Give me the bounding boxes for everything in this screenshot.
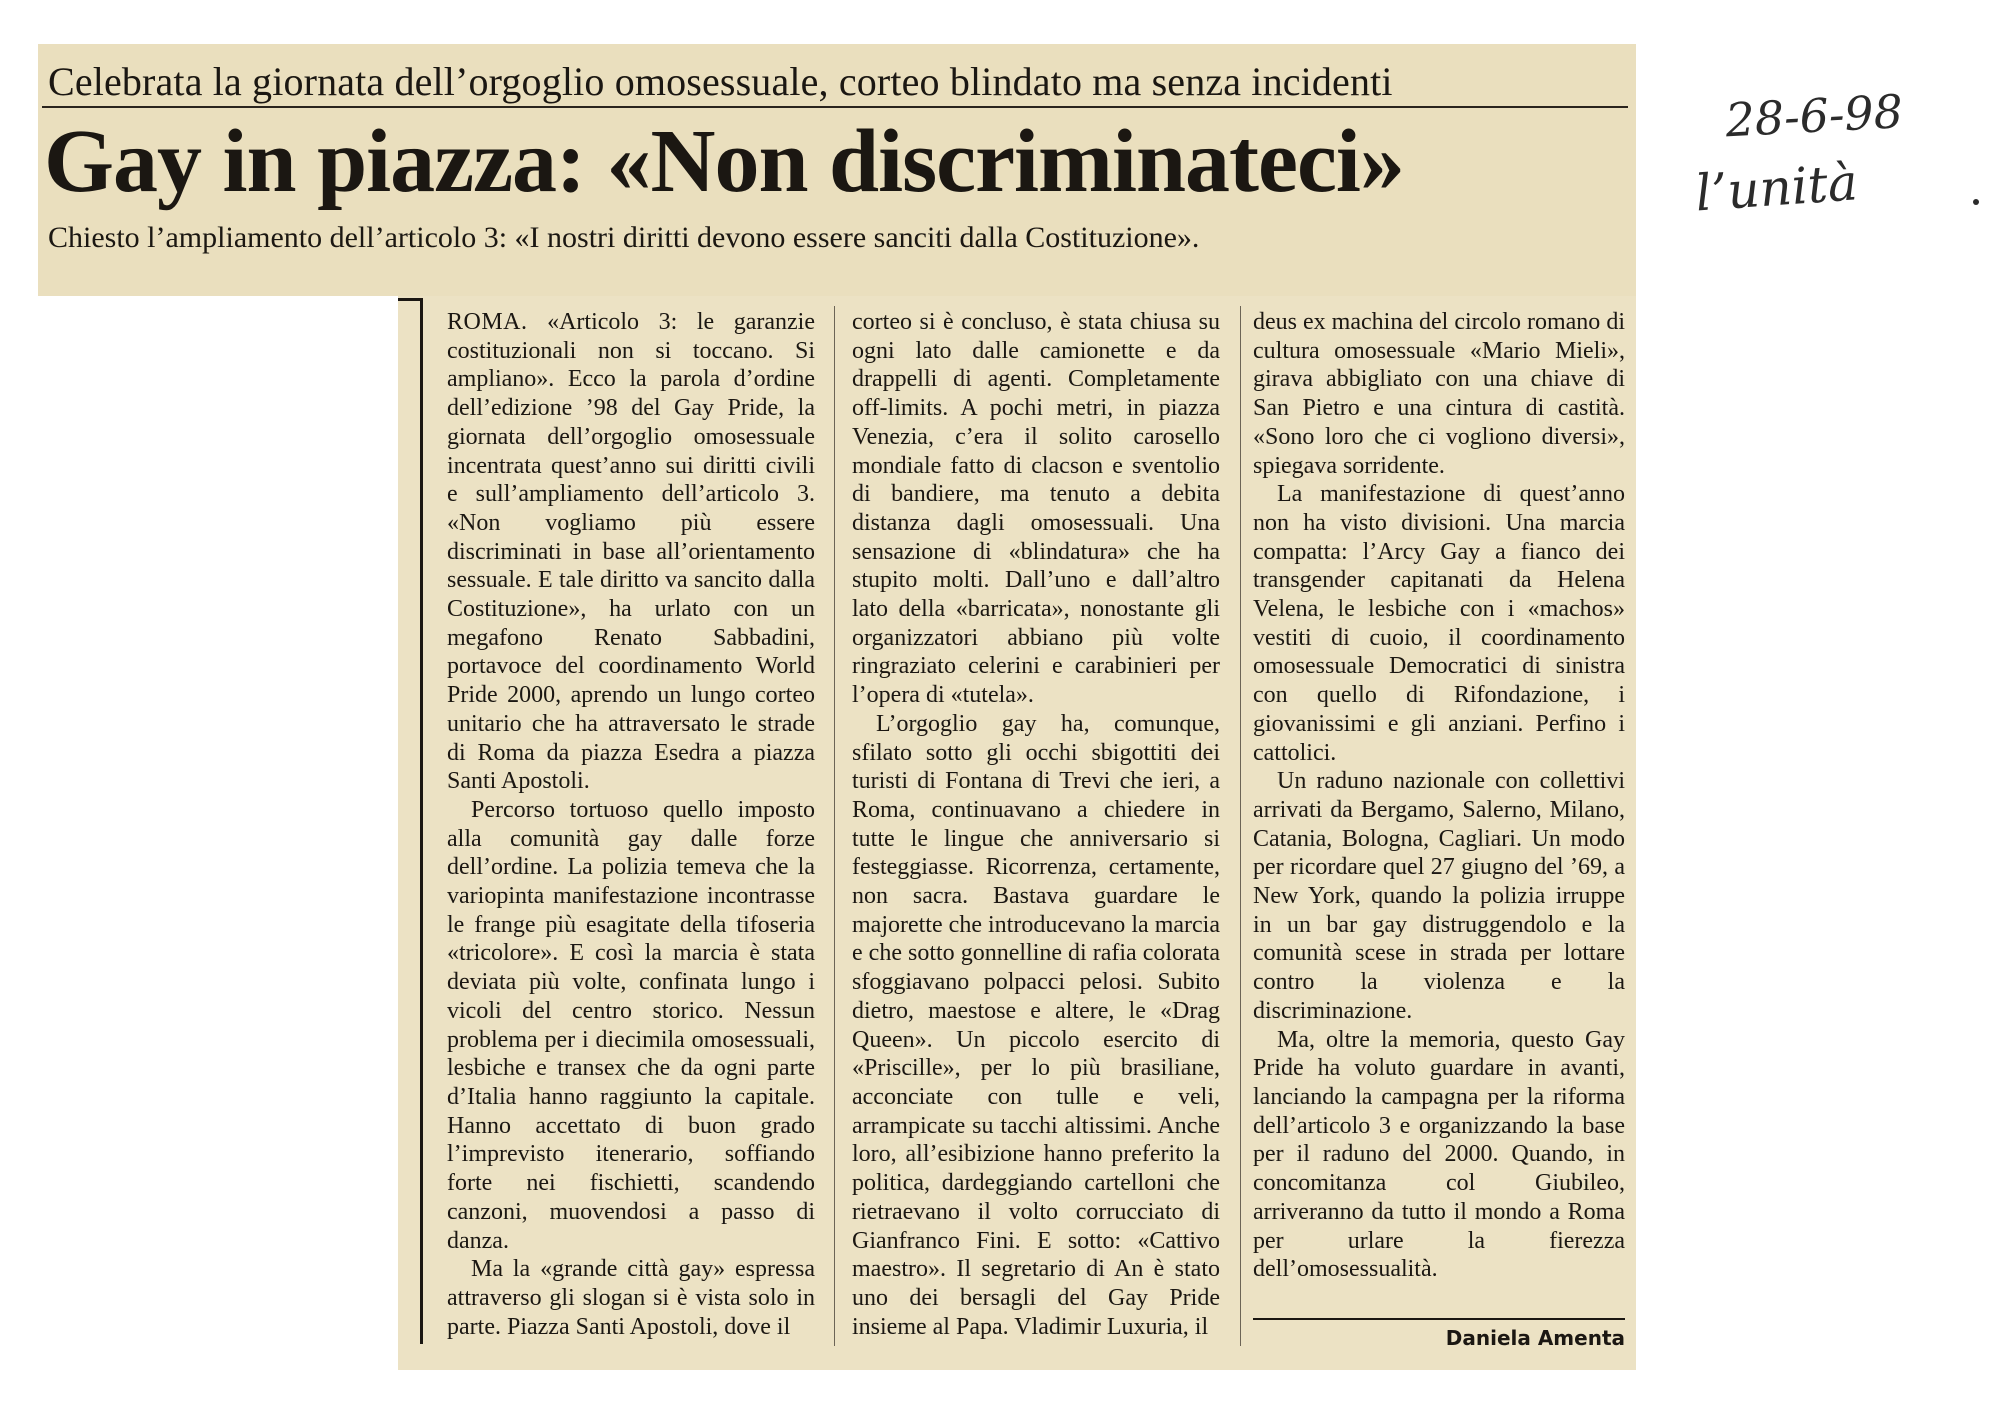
article-paragraph: Ma la «grande città gay» espressa attraverso gli slogan si è vista solo in parte. Piazza Santi Apostoli, dove il [447, 1256, 815, 1340]
byline-rule [1253, 1318, 1625, 1320]
article-subheadline: Chiesto l’ampliamento dell’articolo 3: «I nostri diritti devono essere sanciti dalla Costituzione». [48, 221, 1200, 254]
article-paragraph: Ma, oltre la memoria, questo Gay Pride ha voluto guardare in avanti, lanciando la campagna per la riforma dell’articolo 3 e organizzando la base per il raduno del 2000. Quando, in concomitanza col Giubileo, arriveranno da tutto il mondo a Roma per urlare la fierezza dell’omosessualità. [1253, 1026, 1625, 1283]
paragraph-text: «Articolo 3: le garanzie costituzionali non si toccano. Si ampliano». Ecco la parola d’ordine dell’edizione ’98 del Gay Pride, la giornata dell’orgoglio omosessuale incentrata quest’anno sui diritti civili e sull’ampliamento dell’articolo 3. «Non vogliamo più essere discriminati in base all’orientamento sessuale. E tale diritto va sancito dalla Costituzione», ha urlato con un megafono Renato Sabbadini, portavoce del coordinamento World Pride 2000, aprendo un lungo corteo unitario che ha attraversato le strade di Roma da piazza Esedra a piazza Santi Apostoli. [447, 309, 815, 795]
article-column-3 [1253, 308, 1625, 1284]
handwritten-dot [1973, 199, 1979, 205]
article-paragraph: Percorso tortuoso quello imposto alla comunità gay dalle forze dell’ordine. La polizia temeva che la variopinta manifestazione incontrasse le frange più esagitate della tifoseria «tricolore». E così la marcia è stata deviata più volte, confinata lungo i vicoli del centro storico. Nessun problema per i diecimila omosessuali, lesbiche e transex che da ogni parte d’Italia hanno raggiunto la capitale. Hanno accettato di buon grado l’imprevisto itenerario, soffiando forte nei fischietti, scandendo canzoni, muovendosi a passo di danza. [447, 796, 815, 1254]
article-paragraph: deus ex machina del circolo romano di cultura omosessuale «Mario Mieli», girava abbigliato con una chiave di San Pietro e una cintura di castità. «Sono loro che ci vogliono diversi», spiegava sorridente. [1253, 309, 1625, 479]
article-paragraph: La manifestazione di quest’anno non ha visto divisioni. Una marcia compatta: l’Arcy Gay a fianco dei transgender capitanati da Helena Velena, le lesbiche con i «machos» vestiti di cuoio, il coordinamento omosessuale Democratici di sinistra con quello di Rifondazione, i giovanissimi e gli anziani. Perfino i cattolici. [1253, 481, 1625, 766]
dateline: ROMA. [447, 309, 528, 335]
article-paragraph: L’orgoglio gay ha, comunque, sfilato sotto gli occhi sbigottiti dei turisti di Fontana di Trevi che ieri, a Roma, continuavano a chiedere in tutte le lingue che anniversario si festeggiasse. Ricorrenza, certamente, non sacra. Bastava guardare le majorette che introducevano la marcia e che sotto gonnelline di rafia colorata sfoggiavano polpacci pelosi. Subito dietro, maestose e altere, le «Drag Queen». Un piccolo esercito di «Priscille», per lo più brasiliane, acconciate con tulle e veli, arrampicate su tacchi altissimi. Anche loro, all’esibizione hanno preferito la politica, dardeggiando cartelloni che rietraevano il volto corrucciato di Gianfranco Fini. E sotto: «Cattivo maestro». Il segretario di An è stato uno dei bersagli del Gay Pride insieme al Papa. Vladimir Luxuria, il [852, 710, 1220, 1340]
article-kicker: Celebrata la giornata dell’orgoglio omosessuale, corteo blindato ma senza incidenti [48, 59, 1393, 104]
corner-rule-horizontal [398, 298, 423, 301]
column-divider [834, 306, 835, 1346]
article-column-2 [852, 308, 1220, 1341]
handwritten-annotation [1690, 86, 1990, 226]
article-paragraph [447, 308, 815, 796]
article-headline: Gay in piazza: «Non discriminateci» [44, 112, 1404, 211]
article-paragraph: corteo si è concluso, è stata chiusa su ogni lato dalle camionette e da drappelli di agenti. Completamente off-limits. A pochi metri, in piazza Venezia, c’era il solito carosello mondiale fatto di clacson e sventolio di bandiere, ma tenuto a debita distanza dagli omosessuali. Una sensazione di «blindatura» che ha stupito molti. Dall’uno e dall’altro lato della «barricata», nonostante gli organizzatori abbiano più volte ringraziato celerini e carabinieri per l’opera di «tutela». [852, 309, 1220, 709]
handwritten-date: 28-6-98 [1724, 84, 1905, 148]
corner-rule-vertical [420, 298, 423, 1344]
article-column-1 [447, 308, 815, 1341]
handwritten-source: l’unità [1693, 153, 1860, 223]
column-divider [1240, 306, 1241, 1346]
author-byline: Daniela Amenta [1445, 1326, 1625, 1350]
article-paragraph: Un raduno nazionale con collettivi arrivati da Bergamo, Salerno, Milano, Catania, Bologna, Cagliari. Un modo per ricordare quel 27 giugno del ’69, a New York, quando la polizia irruppe in un bar gay distruggendolo e la comunità scese in strada per lottare contro la violenza e la discriminazione. [1253, 768, 1625, 1024]
